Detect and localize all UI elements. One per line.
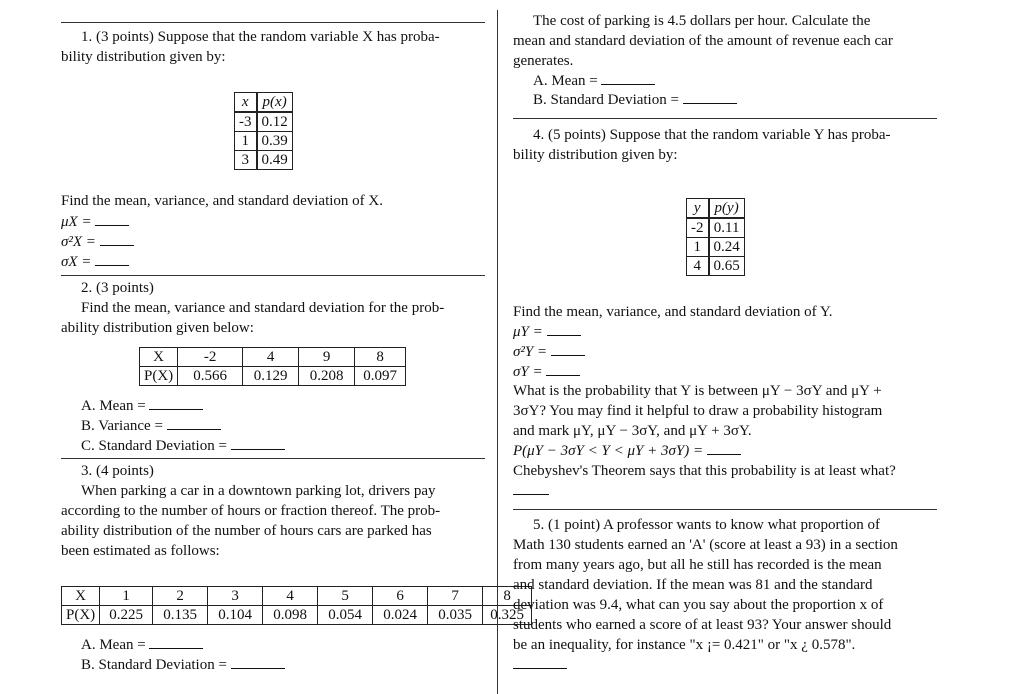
q4-prob-line2: 3σY? You may find it helpful to draw a probability histogram <box>513 403 883 419</box>
q4-var-label: σ²Y = <box>513 342 585 362</box>
q4-text-line1: 4. (5 points) Suppose that the random variable Y has proba- <box>533 127 891 143</box>
q1-var-label: σ²X = <box>61 232 134 252</box>
q3-text-line4: been estimated as follows: <box>61 543 220 559</box>
q3-text-line2: according to the number of hours or fraction thereof. The prob- <box>61 503 441 519</box>
q3-table-p-label: P(X) <box>62 606 100 625</box>
q3-table-cell: 7 <box>428 587 483 606</box>
rule-q5 <box>513 509 937 510</box>
q2-table-x-label: X <box>140 348 178 367</box>
q4-table-cell: 1 <box>687 238 709 257</box>
q2-table-cell: 0.208 <box>299 367 355 386</box>
q3-table-cell: 0.104 <box>208 606 263 625</box>
q2-sd-label: C. Standard Deviation = <box>81 436 285 456</box>
q1-table-cell: 3 <box>235 151 257 170</box>
q2-text-line1: Find the mean, variance and standard deviation for the prob- <box>81 300 445 316</box>
q2-table-cell: 4 <box>243 348 299 367</box>
q1-table-cell: 1 <box>235 132 257 151</box>
rule-q4 <box>513 118 937 119</box>
q2-variance-label: B. Variance = <box>81 416 221 436</box>
q5-line1: 5. (1 point) A professor wants to know what proportion of <box>533 517 881 533</box>
q4-text-line2: bility distribution given by: <box>513 147 678 163</box>
q2-table-cell: 9 <box>299 348 355 367</box>
q4-sd-label: σY = <box>513 362 580 382</box>
q3-mean2-label: A. Mean = <box>533 71 655 91</box>
q4-prob-line1: What is the probability that Y is between μY − 3σY and μY + <box>513 383 882 399</box>
q5-line5: deviation was 9.4, what can you say about the proportion x of <box>513 597 884 613</box>
q2-text-line2: ability distribution given below: <box>61 320 254 336</box>
q2-table-cell: -2 <box>178 348 243 367</box>
q2-table-cell: 8 <box>355 348 406 367</box>
q4-prob-line3: and mark μY, μY − 3σY, and μY + 3σY. <box>513 423 752 439</box>
q4-table-cell: 0.24 <box>709 238 745 257</box>
q2-table-cell: 0.129 <box>243 367 299 386</box>
q1-find-text: Find the mean, variance, and standard deviation of X. <box>61 193 383 209</box>
q2-table-p-label: P(X) <box>140 367 178 386</box>
q1-table-header-p: p(x) <box>257 93 293 113</box>
q3-cost-line3: generates. <box>513 53 574 69</box>
q3-title: 3. (4 points) <box>81 463 154 479</box>
q2-table-cell: 0.097 <box>355 367 406 386</box>
q1-mu-label: μX = <box>61 212 129 232</box>
q3-table-cell: 0.098 <box>263 606 318 625</box>
q4-prob-line4: P(μY − 3σY < Y < μY + 3σY) = <box>513 441 741 461</box>
rule-q2 <box>61 275 485 276</box>
q3-table-cell: 4 <box>263 587 318 606</box>
q1-table <box>234 92 293 170</box>
q4-mu-label: μY = <box>513 322 581 342</box>
q1-text-line2: bility distribution given by: <box>61 49 226 65</box>
q1-table-header-x: x <box>235 93 257 113</box>
q1-sd-label: σX = <box>61 252 129 272</box>
q2-title: 2. (3 points) <box>81 280 154 296</box>
q4-table-cell: 4 <box>687 257 709 276</box>
q3-text-line3: ability distribution of the number of hours cars are parked has <box>61 523 432 539</box>
q4-table-header-y: y <box>687 199 709 219</box>
q3-table-cell: 0.135 <box>153 606 208 625</box>
q1-text-line1: 1. (3 points) Suppose that the random variable X has proba- <box>81 29 440 45</box>
q3-table-cell: 0.035 <box>428 606 483 625</box>
q2-table <box>139 347 406 386</box>
q3-cost-line1: The cost of parking is 4.5 dollars per hour. Calculate the <box>533 13 871 29</box>
q5-line7: be an inequality, for instance "x ¡= 0.421" or "x ¿ 0.578". <box>513 637 856 653</box>
q3-table-cell: 0.054 <box>318 606 373 625</box>
q2-table-cell: 0.566 <box>178 367 243 386</box>
q4-chebyshev-text: Chebyshev's Theorem says that this probability is at least what? <box>513 463 896 479</box>
q3-table-cell: 0.024 <box>373 606 428 625</box>
q5-answer-blank <box>513 655 567 675</box>
q3-text-line1: When parking a car in a downtown parking lot, drivers pay <box>81 483 436 499</box>
q1-table-cell: -3 <box>235 112 257 132</box>
q3-table <box>61 586 532 625</box>
q3-mean-label: A. Mean = <box>81 635 203 655</box>
q4-table-cell: 0.65 <box>709 257 745 276</box>
q4-table-cell: -2 <box>687 218 709 238</box>
q3-sd-label: B. Standard Deviation = <box>81 655 285 675</box>
rule-top-left <box>61 22 485 23</box>
q2-mean-label: A. Mean = <box>81 396 203 416</box>
q5-line3: from many years ago, but all he still has recorded is the mean <box>513 557 882 573</box>
q3-table-cell: 0.325 <box>483 606 532 625</box>
q3-cost-line2: mean and standard deviation of the amount of revenue each car <box>513 33 893 49</box>
q3-table-cell: 8 <box>483 587 532 606</box>
q1-table-cell: 0.49 <box>257 151 293 170</box>
q4-table <box>686 198 745 276</box>
q5-line4: and standard deviation. If the mean was 81 and the standard <box>513 577 873 593</box>
q3-table-cell: 2 <box>153 587 208 606</box>
q4-table-header-p: p(y) <box>709 199 745 219</box>
q1-table-cell: 0.12 <box>257 112 293 132</box>
q3-table-x-label: X <box>62 587 100 606</box>
q4-table-cell: 0.11 <box>709 218 745 238</box>
q3-sd2-label: B. Standard Deviation = <box>533 90 737 110</box>
q4-chebyshev-blank <box>513 481 549 501</box>
q4-find-text: Find the mean, variance, and standard deviation of Y. <box>513 304 833 320</box>
q3-table-cell: 1 <box>100 587 153 606</box>
q1-table-cell: 0.39 <box>257 132 293 151</box>
q5-line2: Math 130 students earned an 'A' (score at least a 93) in a section <box>513 537 898 553</box>
q3-table-cell: 6 <box>373 587 428 606</box>
q5-line6: students who earned a score of at least 93? Your answer should <box>513 617 892 633</box>
q3-table-cell: 0.225 <box>100 606 153 625</box>
q3-table-cell: 5 <box>318 587 373 606</box>
q3-table-cell: 3 <box>208 587 263 606</box>
rule-q3 <box>61 458 485 459</box>
